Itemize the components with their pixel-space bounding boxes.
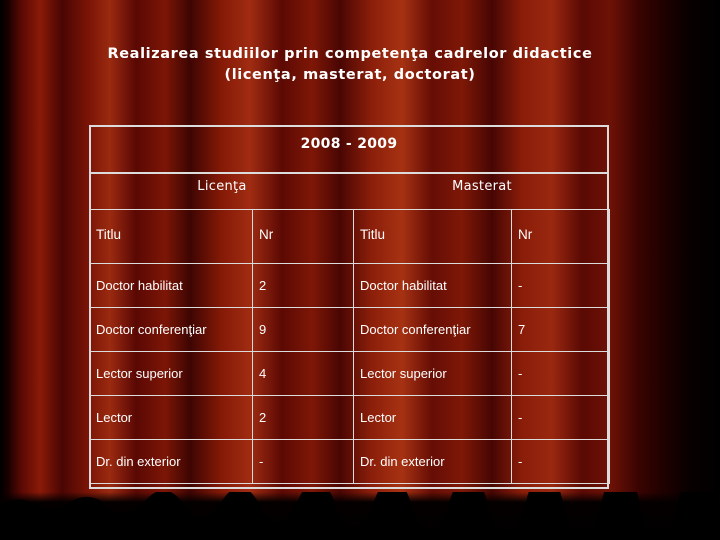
table-cell: Dr. din exterior — [354, 440, 512, 484]
table-cell: - — [512, 264, 610, 308]
table-cell: Doctor habilitat — [90, 264, 253, 308]
table-cell: Lector superior — [354, 352, 512, 396]
column-header-nr: Nr — [512, 210, 610, 264]
group-header-licenta: Licenţa — [197, 179, 247, 194]
slide-title — [90, 44, 610, 86]
table-row — [90, 308, 610, 352]
column-header-titlu: Titlu — [90, 210, 253, 264]
table-cell: - — [512, 352, 610, 396]
table-cell: Doctor conferenţiar — [354, 308, 512, 352]
year-header: 2008 - 2009 — [91, 127, 607, 174]
stage-floor — [0, 492, 720, 540]
table-cell: 4 — [253, 352, 354, 396]
slide-title-line-2: (licenţa, masterat, doctorat) — [224, 67, 476, 83]
table-cell: 2 — [253, 396, 354, 440]
table-cell: 2 — [253, 264, 354, 308]
table-cell: - — [512, 396, 610, 440]
slide-title-line-1: Realizarea studiilor prin competenţa cadrelor didactice — [107, 46, 593, 62]
data-table — [89, 209, 610, 484]
table-row — [90, 264, 610, 308]
table-header-row — [90, 210, 610, 264]
table-cell: - — [512, 440, 610, 484]
table-row — [90, 396, 610, 440]
table-cell: - — [253, 440, 354, 484]
table-cell: Doctor conferenţiar — [90, 308, 253, 352]
table-cell: Lector superior — [90, 352, 253, 396]
curtain-fringe — [0, 492, 720, 540]
table-cell: Doctor habilitat — [354, 264, 512, 308]
table-cell: Dr. din exterior — [90, 440, 253, 484]
table-row — [90, 352, 610, 396]
table-cell: Lector — [90, 396, 253, 440]
table-cell: 9 — [253, 308, 354, 352]
table-cell: Lector — [354, 396, 512, 440]
column-header-nr: Nr — [253, 210, 354, 264]
table-row — [90, 440, 610, 484]
group-header-masterat: Masterat — [452, 179, 512, 194]
table-cell: 7 — [512, 308, 610, 352]
column-header-titlu: Titlu — [354, 210, 512, 264]
